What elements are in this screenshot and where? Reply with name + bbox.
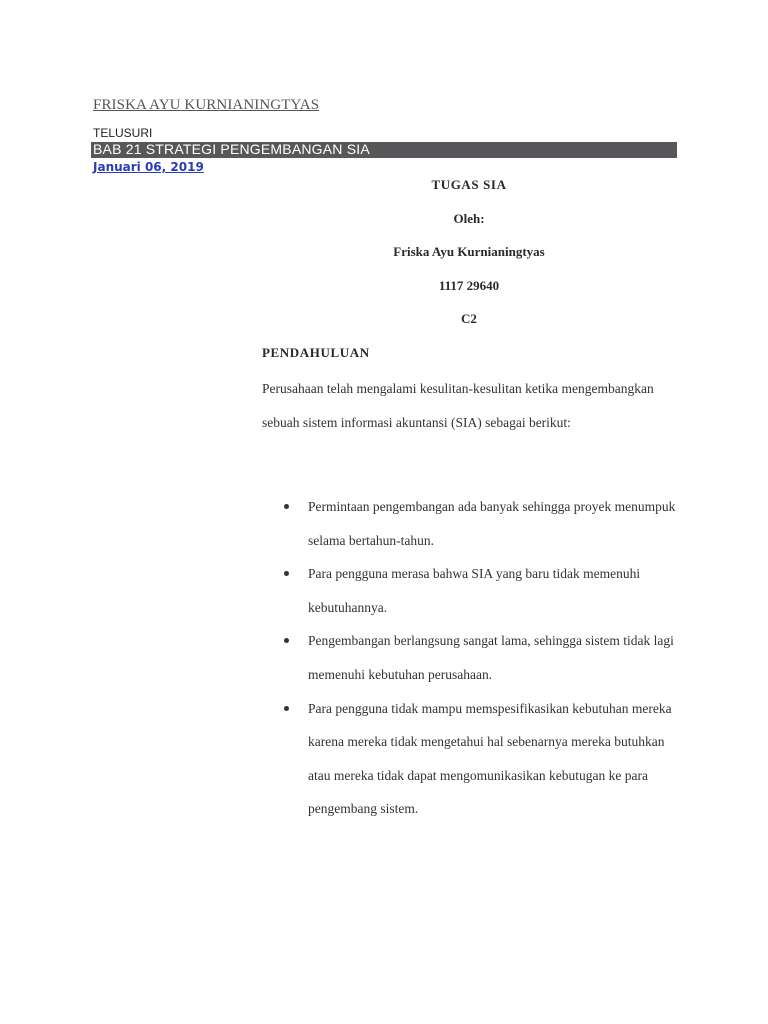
section-heading: PENDAHULUAN	[262, 345, 370, 360]
list-item-text: Para pengguna merasa bahwa SIA yang baru tidak memenuhi kebutuhannya.	[308, 566, 641, 615]
post-date-link[interactable]: Januari 06, 2019	[93, 160, 204, 174]
list-item-text: Permintaan pengembangan ada banyak sehingga proyek menumpuk selama bertahun-tahun.	[308, 499, 676, 548]
list-item	[282, 624, 678, 691]
bullet-icon	[284, 706, 289, 711]
cover-title: TUGAS SIA	[431, 177, 507, 192]
bullet-icon	[284, 571, 289, 576]
cover-student-id: 1117 29640	[438, 278, 500, 293]
intro-paragraph: Perusahaan telah mengalami kesulitan-kesulitan ketika mengembangkan sebuah sistem informasi akuntansi (SIA) sebagai berikut:	[262, 381, 654, 430]
bullet-list	[282, 490, 678, 826]
bullet-icon	[284, 638, 289, 643]
cover-class: C2	[461, 311, 477, 326]
cover-author: Friska Ayu Kurnianingtyas	[393, 244, 545, 259]
list-item	[282, 557, 678, 624]
cover-by-label: Oleh:	[453, 211, 485, 226]
list-item	[282, 490, 678, 557]
list-item	[282, 692, 678, 826]
list-item-text: Pengembangan berlangsung sangat lama, sehingga sistem tidak lagi memenuhi kebutuhan perusahaan.	[308, 633, 674, 682]
bullet-icon	[284, 504, 289, 509]
post-title[interactable]: BAB 21 STRATEGI PENGEMBANGAN SIA	[93, 141, 370, 157]
list-item-text: Para pengguna tidak mampu memspesifikasikan kebutuhan mereka karena mereka tidak mengetahui hal sebenarnya mereka butuhkan atau mereka tidak dapat mengomunikasikan kebutugan ke para pengembang sistem.	[308, 700, 672, 817]
blog-title-link[interactable]: FRISKA AYU KURNIANINGTYAS	[93, 97, 320, 113]
nav-telusuri-link[interactable]: TELUSURI	[93, 126, 153, 140]
